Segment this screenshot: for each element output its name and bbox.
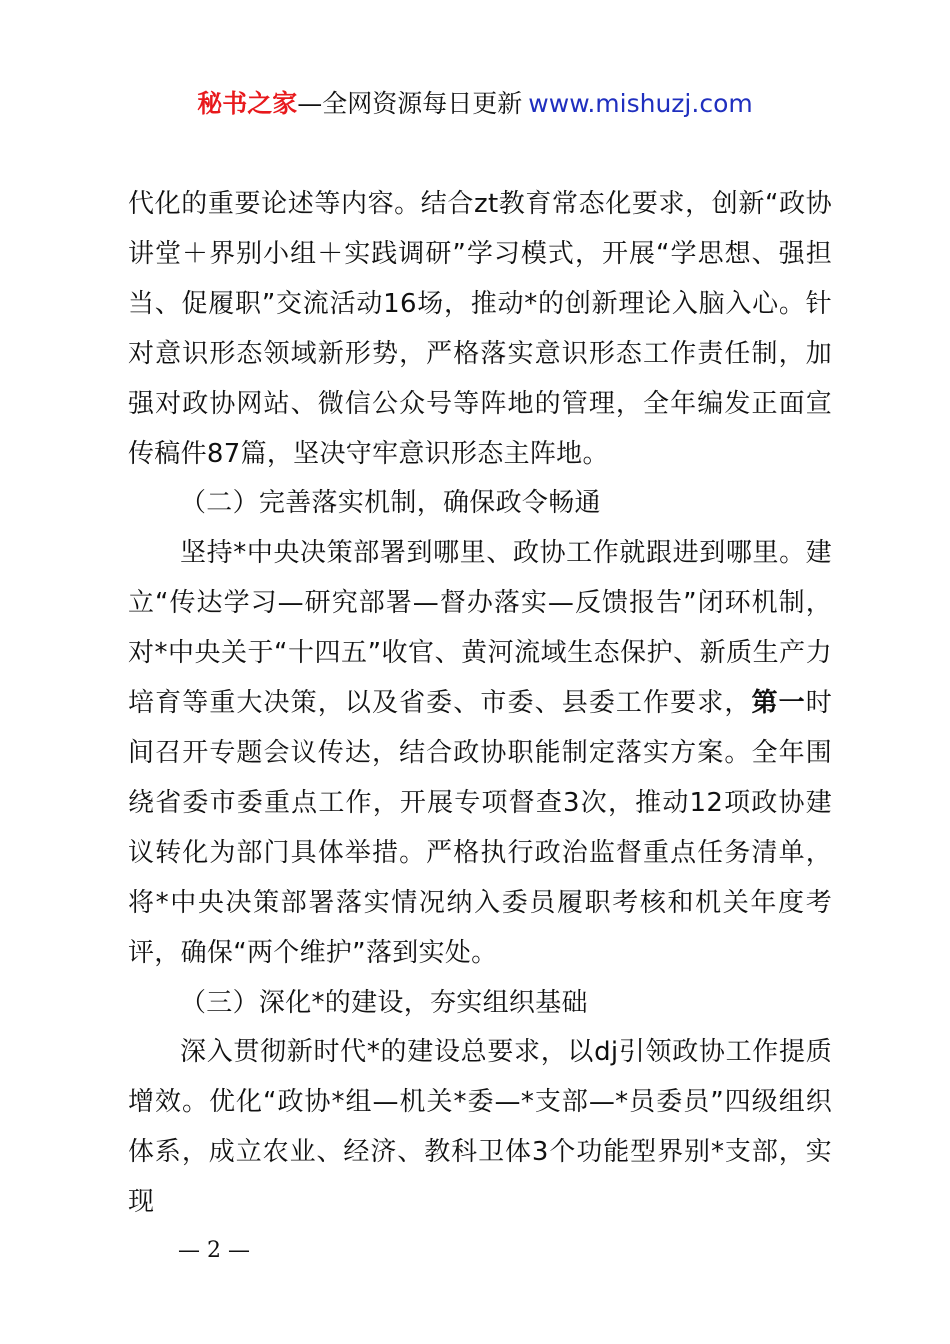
paragraph-1: 代化的重要论述等内容。结合zt教育常态化要求，创新“政协讲堂＋界别小组＋实践调研”学习模式，开展“学思想、强担当、促履职”交流活动16场，推动*的创新理论入脑入心。针对意识形态领域新形势，严格落实意识形态工作责任制，加强对政协网站、微信公众号等阵地的管理，全年编发正面宣传稿件87篇，坚决守牢意识形态主阵地。 (128, 189, 832, 469)
brand-name: 秘书之家 (197, 89, 298, 118)
paragraph-2-bold: 第一 (751, 688, 806, 719)
page-number: — 2 — (178, 1238, 250, 1263)
document-body (128, 180, 832, 1228)
section-heading-3: （三）深化*的建设，夯实组织基础 (180, 987, 588, 1018)
paragraph-3: 深入贯彻新时代*的建设总要求，以dj引领政协工作提质增效。优化“政协*组—机关*委—*支部—*员委员”四级组织体系，成立农业、经济、教科卫体3个功能型界别*支部，实现 (128, 1037, 832, 1218)
site-header (0, 86, 950, 122)
site-url-link[interactable]: www.mishuzj.com (528, 89, 753, 118)
section-heading-2: （二）完善落实机制，确保政令畅通 (180, 488, 601, 519)
paragraph-2-part-1: 坚持*中央决策部署到哪里、政协工作就跟进到哪里。建立“传达学习—研究部署—督办落实—反馈报告”闭环机制，对*中央关于“十四五”收官、黄河流域生态保护、新质生产力培育等重大决策，以及省委、市委、县委工作要求， (128, 538, 832, 719)
paragraph-2-part-2: 时间召开专题会议传达，结合政协职能制定落实方案。全年围绕省委市委重点工作，开展专项督查3次，推动12项政协建议转化为部门具体举措。严格执行政治监督重点任务清单，将*中央决策部署落实情况纳入委员履职考核和机关年度考评，确保“两个维护”落到实处。 (128, 688, 832, 968)
header-tagline: —全网资源每日更新 (297, 89, 523, 118)
paragraph-2 (128, 529, 832, 978)
